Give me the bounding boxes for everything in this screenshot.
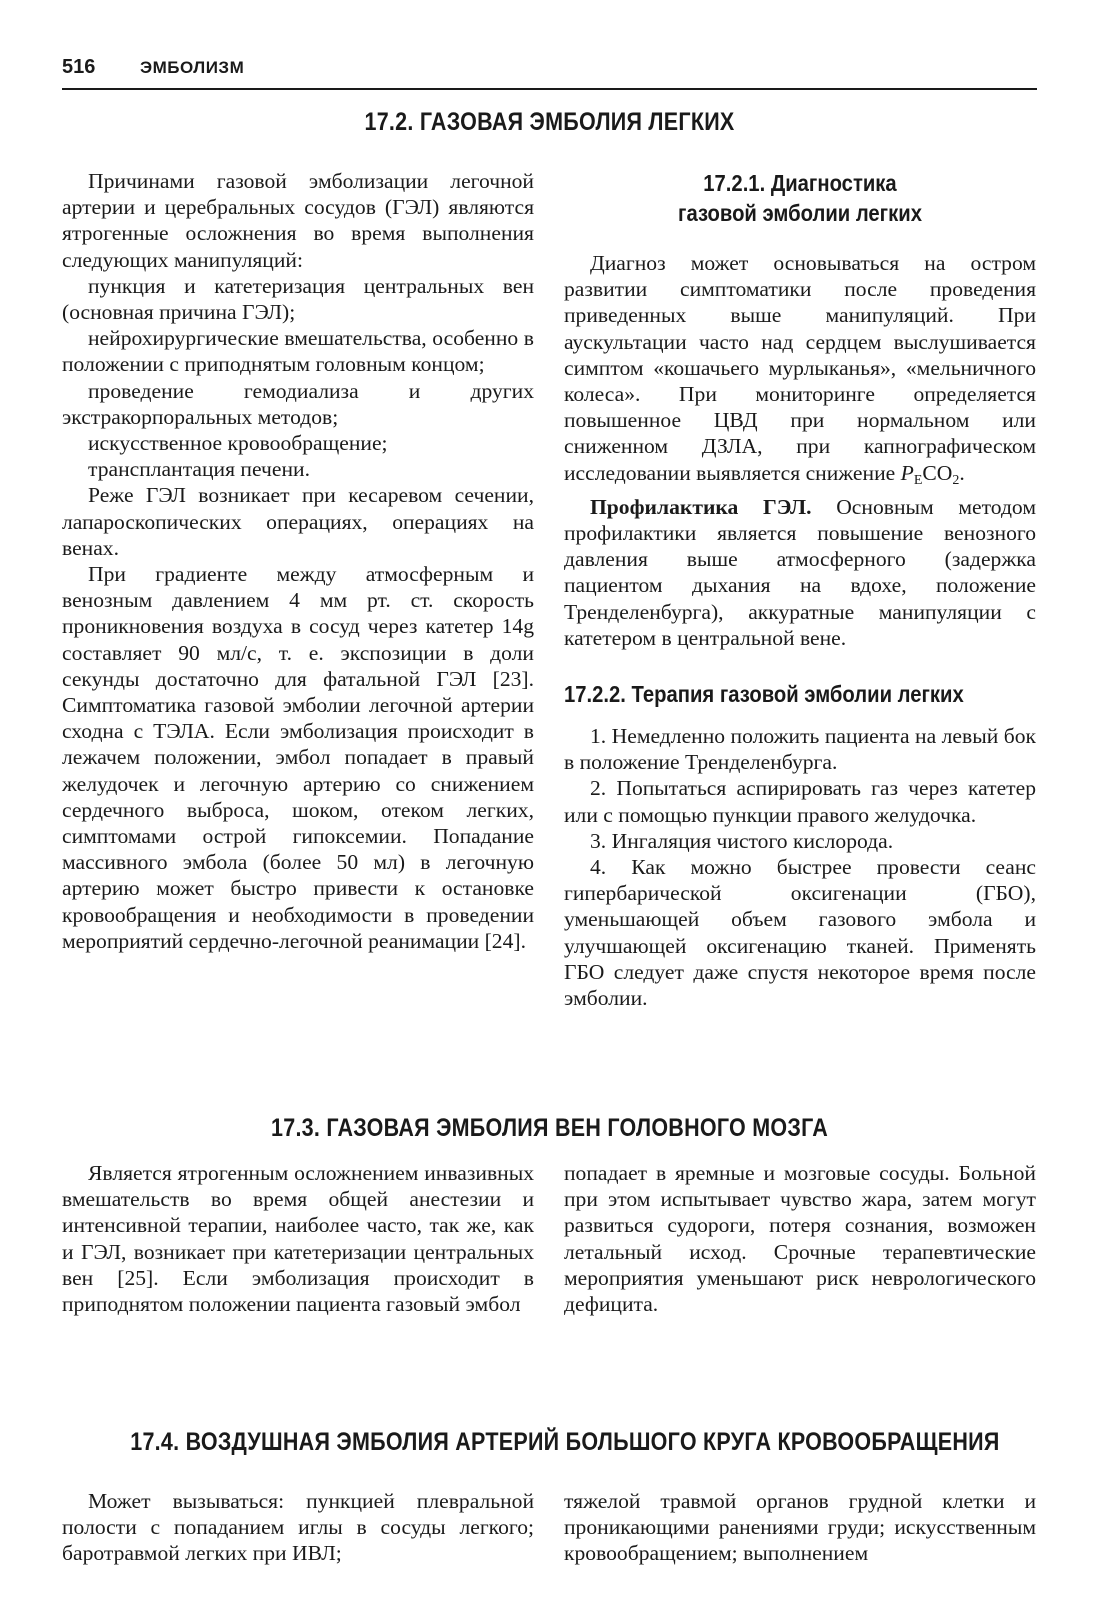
manipulation-item: пункция и катетеризация центральных вен (основная причина ГЭЛ); <box>62 273 534 325</box>
diagnosis-end: . <box>959 460 965 485</box>
manipulation-item: трансплантация печени. <box>88 457 310 482</box>
symbol-sub-e: E <box>913 472 923 488</box>
diagnosis-paragraph <box>564 250 1036 494</box>
prophylaxis-paragraph <box>564 494 1036 651</box>
prophylaxis-text: Основным методом профилактики является повышение венозного давления выше атмосферного (задержка пациентом дыхания на вдохе, положение Тренделенбурга), аккуратные манипуляции с катетером в центральной вене. <box>564 494 1036 650</box>
therapy-item: 1. Немедленно положить пациента на левый бок в положение Тренделенбурга. <box>564 724 1036 775</box>
section-17-4-right-text: тяжелой травмой органов грудной клетки и проникающими ранениями груди; искусственным кровообращением; выполнением <box>564 1489 1036 1566</box>
manipulation-item: проведение гемодиализа и других экстракорпоральных методов; <box>62 378 534 429</box>
section-17-2-paragraph-3: При градиенте между атмосферным и венозным давлением 4 мм рт. ст. скорость проникновения воздуха в сосуд через катетер 14g составляет 90 мл/с, т. е. экспозиции в доли секунды достаточно для фатальной ГЭЛ [23]. Симптоматика газовой эмболии легочной артерии сходна с ТЭЛА. Если эмболизация происходит в лежачем положении, эмбол попадает в правый желудочек и легочную артерию со снижением сердечного выброса, шоком, отеком легких, симптомами острой гипоксемии. Попадание массивного эмбола (более 50 мл) в легочную артерию может быстро привести к остановке кровообращения и необходимости в проведении мероприятий сердечно-легочной реанимации [24]. <box>62 562 534 953</box>
section-17-3-right-column <box>564 1160 1036 1317</box>
therapy-item: 4. Как можно быстрее провести сеанс гипербарической оксигенации (ГБО), уменьшающей объем газового эмбола и улучшающей оксигенацию тканей. Применять ГБО следует даже спустя некоторое время после эмболии. <box>564 855 1036 1011</box>
running-header <box>62 48 1037 90</box>
section-17-4-left-text: Может вызываться: пункцией плевральной полости с попаданием иглы в сосуды легкого; баротравмой легких при ИВЛ; <box>62 1489 534 1566</box>
symbol-co: CO <box>922 460 953 485</box>
therapy-item: 3. Ингаляция чистого кислорода. <box>590 828 894 853</box>
prophylaxis-label: Профилактика ГЭЛ. <box>590 494 812 519</box>
diagnosis-text: Диагноз может основываться на остром развитии симптоматики после проведения приведенных выше манипуляций. При аускультации часто над сердцем выслушивается симптом «кошачьего мурлыканья», «мельничного колеса». При мониторинге определяется повышенное ЦВД при нормальном или сниженном ДЗЛА, при капнографическом исследовании выявляется снижение <box>564 251 1036 485</box>
section-17-2-1-title-line-1: 17.2.1. Диагностика <box>703 170 897 196</box>
section-17-2-intro: Причинами газовой эмболизации легочной артерии и церебральных сосудов (ГЭЛ) являются ятрогенные осложнения во время выполнения следующих манипуляций: <box>62 169 534 272</box>
manipulation-item: нейрохирургические вмешательства, особенно в положении с приподнятым головным концом; <box>62 326 534 377</box>
section-17-3-left-text: Является ятрогенным осложнением инвазивных вмешательств во время общей анестезии и интенсивной терапии, наиболее часто, так же, как и ГЭЛ, возникает при катетеризации центральных вен [25]. Если эмболизация происходит в приподнятом положении пациента газовый эмбол <box>62 1161 534 1317</box>
section-17-3-title: 17.3. ГАЗОВАЯ ЭМБОЛИЯ ВЕН ГОЛОВНОГО МОЗГА <box>271 1114 828 1142</box>
section-17-2-paragraph-2: Реже ГЭЛ возникает при кесаревом сечении, лапароскопических операциях, операциях на венах. <box>62 483 534 560</box>
section-17-2-title: 17.2. ГАЗОВАЯ ЭМБОЛИЯ ЛЕГКИХ <box>364 108 735 136</box>
section-17-2-1-heading <box>564 168 1036 228</box>
running-title: ЭМБОЛИЗМ <box>140 58 245 77</box>
section-17-4-left-column <box>62 1488 534 1567</box>
section-17-4-right-column <box>564 1488 1036 1567</box>
section-17-4-title: 17.4. ВОЗДУШНАЯ ЭМБОЛИЯ АРТЕРИЙ БОЛЬШОГО КРУГА КРОВООБРАЩЕНИЯ <box>130 1428 1000 1456</box>
therapy-item: 2. Попытаться аспирировать газ через катетер или с помощью пункции правого желудочка. <box>564 776 1036 827</box>
section-17-2-2-title: 17.2.2. Терапия газовой эмболии легких <box>564 681 964 708</box>
page-number: 516 <box>62 56 96 78</box>
section-17-2-1-title-line-2: газовой эмболии легких <box>678 200 922 226</box>
section-17-3-right-text: попадает в яремные и мозговые сосуды. Больной при этом испытывает чувство жара, затем могут развиться судороги, потеря сознания, возможен летальный исход. Срочные терапевтические мероприятия уменьшают риск неврологического дефицита. <box>564 1161 1036 1317</box>
section-17-3-left-column <box>62 1160 534 1317</box>
section-17-2-left-column <box>62 168 534 954</box>
symbol-p: P <box>900 460 914 485</box>
symbol-sub-2: 2 <box>952 472 960 488</box>
manipulation-item: искусственное кровообращение; <box>88 431 388 456</box>
section-17-2-right-column <box>564 168 1036 1011</box>
